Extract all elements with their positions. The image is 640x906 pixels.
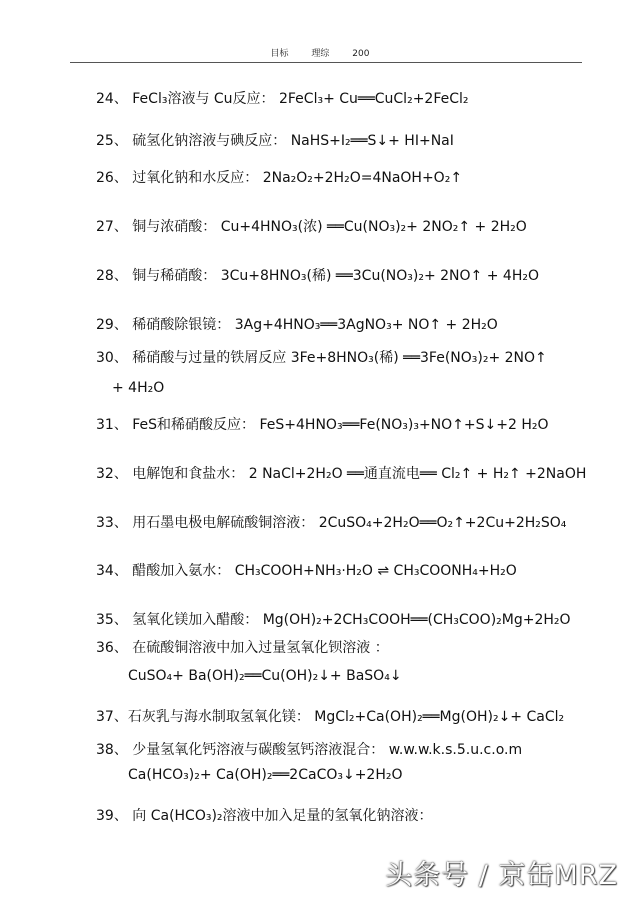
watermark: 头条号 / 京缶MRZ	[385, 860, 618, 891]
header-middle: 理综	[311, 49, 330, 59]
equation-29: 29、 稀硝酸除银镜： 3Ag+4HNO₃══3AgNO₃+ NO↑ + 2H₂O	[96, 317, 498, 333]
equation-35: 35、 氢氧化镁加入醋酸： Mg(OH)₂+2CH₃COOH══(CH₃COO)₂Mg+2H₂O	[96, 612, 571, 628]
equation-26: 26、 过氧化钠和水反应： 2Na₂O₂+2H₂O=4NaOH+O₂↑	[96, 170, 463, 186]
equation-37: 37、石灰乳与海水制取氢氧化镁： MgCl₂+Ca(OH)₂══Mg(OH)₂↓+ CaCl₂	[96, 709, 565, 725]
header-right: 200	[352, 49, 370, 59]
equation-38: 38、 少量氢氧化钙溶液与碳酸氢钙溶液混合： w.w.w.k.s.5.u.c.o.m	[96, 742, 523, 758]
equation-39: 39、 向 Ca(HCO₃)₂溶液中加入足量的氢氧化钠溶液：	[96, 808, 433, 824]
equation-36-detail: CuSO₄+ Ba(OH)₂══Cu(OH)₂↓+ BaSO₄↓	[128, 668, 402, 684]
equation-30-continued: + 4H₂O	[112, 380, 165, 396]
page-header	[0, 46, 640, 59]
header-rule	[70, 62, 582, 63]
equation-31: 31、 FeS和稀硝酸反应： FeS+4HNO₃══Fe(NO₃)₃+NO↑+S↓+2 H₂O	[96, 417, 549, 433]
header-left: 目标	[270, 49, 289, 59]
equation-34: 34、 醋酸加入氨水： CH₃COOH+NH₃·H₂O ⇌ CH₃COONH₄+H₂O	[96, 563, 517, 579]
equation-25: 25、 硫氢化钠溶液与碘反应： NaHS+I₂══S↓+ HI+NaI	[96, 133, 454, 149]
equation-33: 33、 用石墨电极电解硫酸铜溶液： 2CuSO₄+2H₂O══O₂↑+2Cu+2H₂SO₄	[96, 515, 567, 531]
equation-32: 32、 电解饱和食盐水： 2 NaCl+2H₂O ══通直流电══ Cl₂↑ + H₂↑ +2NaOH	[96, 466, 587, 482]
equation-38-detail: Ca(HCO₃)₂+ Ca(OH)₂══2CaCO₃↓+2H₂O	[128, 767, 403, 783]
equation-30: 30、 稀硝酸与过量的铁屑反应 3Fe+8HNO₃(稀) ══3Fe(NO₃)₂+ 2NO↑	[96, 350, 547, 366]
equation-24: 24、 FeCl₃溶液与 Cu反应： 2FeCl₃+ Cu══CuCl₂+2FeCl₂	[96, 91, 469, 107]
equation-28: 28、 铜与稀硝酸： 3Cu+8HNO₃(稀) ══3Cu(NO₃)₂+ 2NO↑ + 4H₂O	[96, 268, 539, 284]
equation-27: 27、 铜与浓硝酸： Cu+4HNO₃(浓) ══Cu(NO₃)₂+ 2NO₂↑ + 2H₂O	[96, 219, 527, 235]
equation-36: 36、 在硫酸铜溶液中加入过量氢氧化钡溶液 ：	[96, 640, 389, 656]
